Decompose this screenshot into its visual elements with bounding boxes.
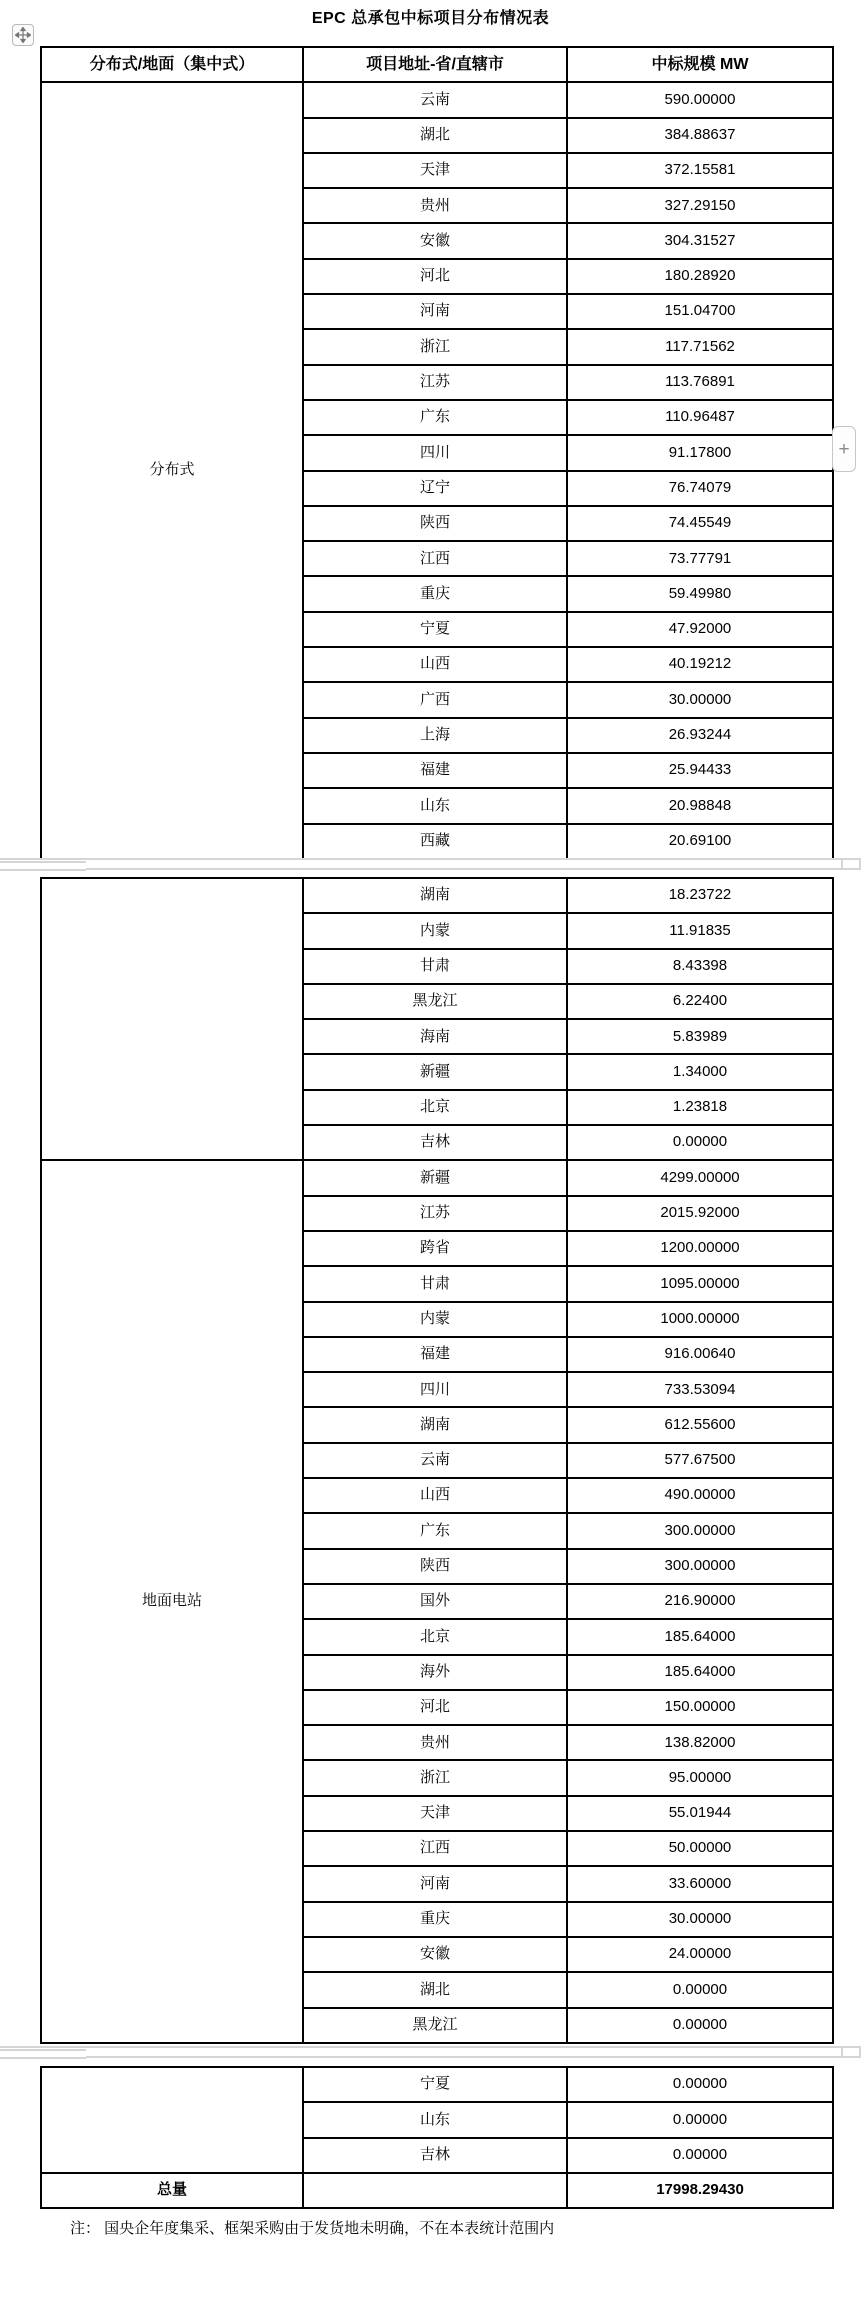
total-empty-cell[interactable] [303, 2173, 567, 2208]
mw-value-cell[interactable]: 490.00000 [567, 1478, 833, 1513]
province-cell[interactable]: 云南 [303, 1443, 567, 1478]
province-cell[interactable]: 广西 [303, 682, 567, 717]
table-row [41, 1160, 833, 1195]
mw-value-cell[interactable]: 4299.00000 [567, 1160, 833, 1195]
mw-value-cell[interactable]: 0.00000 [567, 2102, 833, 2137]
mw-value-cell[interactable]: 59.49980 [567, 576, 833, 611]
province-cell[interactable]: 黑龙江 [303, 2008, 567, 2043]
mw-value-cell[interactable]: 1095.00000 [567, 1266, 833, 1301]
mw-value-cell[interactable]: 110.96487 [567, 400, 833, 435]
mw-value-cell[interactable]: 95.00000 [567, 1760, 833, 1795]
mw-value-cell[interactable]: 0.00000 [567, 2008, 833, 2043]
mw-value-cell[interactable]: 18.23722 [567, 878, 833, 913]
table-row [41, 2067, 833, 2102]
category-cell[interactable]: 地面电站 [41, 1160, 303, 2042]
mw-value-cell[interactable]: 47.92000 [567, 612, 833, 647]
province-cell[interactable]: 江苏 [303, 1196, 567, 1231]
province-cell[interactable]: 陕西 [303, 1549, 567, 1584]
province-cell[interactable]: 北京 [303, 1090, 567, 1125]
mw-value-cell[interactable]: 0.00000 [567, 2067, 833, 2102]
mw-value-cell[interactable]: 25.94433 [567, 753, 833, 788]
page-edge-left-marker [0, 2049, 86, 2059]
province-cell[interactable]: 四川 [303, 1372, 567, 1407]
province-cell[interactable]: 跨省 [303, 1231, 567, 1266]
epc-table-page1 [40, 46, 834, 860]
province-cell[interactable]: 黑龙江 [303, 984, 567, 1019]
mw-value-cell[interactable]: 138.82000 [567, 1725, 833, 1760]
province-cell[interactable]: 吉林 [303, 2138, 567, 2173]
mw-value-cell[interactable]: 185.64000 [567, 1655, 833, 1690]
province-cell[interactable]: 云南 [303, 82, 567, 117]
page-edge-right-marker [841, 858, 861, 870]
province-cell[interactable]: 福建 [303, 1337, 567, 1372]
total-row [41, 2173, 833, 2208]
province-cell[interactable]: 江苏 [303, 365, 567, 400]
mw-value-cell[interactable]: 216.90000 [567, 1584, 833, 1619]
province-cell[interactable]: 天津 [303, 153, 567, 188]
province-cell[interactable]: 贵州 [303, 1725, 567, 1760]
col-header-scale[interactable]: 中标规模 MW [567, 47, 833, 82]
mw-value-cell[interactable]: 916.00640 [567, 1337, 833, 1372]
mw-value-cell[interactable]: 612.55600 [567, 1407, 833, 1442]
mw-value-cell[interactable]: 2015.92000 [567, 1196, 833, 1231]
mw-value-cell[interactable]: 24.00000 [567, 1937, 833, 1972]
province-cell[interactable]: 吉林 [303, 1125, 567, 1160]
epc-table-page3 [40, 2066, 834, 2209]
province-cell[interactable]: 江西 [303, 541, 567, 576]
mw-value-cell[interactable]: 180.28920 [567, 259, 833, 294]
mw-value-cell[interactable]: 73.77791 [567, 541, 833, 576]
mw-value-cell[interactable]: 11.91835 [567, 913, 833, 948]
province-cell[interactable]: 湖北 [303, 1972, 567, 2007]
province-cell[interactable]: 湖南 [303, 878, 567, 913]
epc-table-page2 [40, 877, 834, 2044]
province-cell[interactable]: 山西 [303, 1478, 567, 1513]
province-cell[interactable]: 陕西 [303, 506, 567, 541]
province-cell[interactable]: 国外 [303, 1584, 567, 1619]
mw-value-cell[interactable]: 384.88637 [567, 118, 833, 153]
province-cell[interactable]: 浙江 [303, 329, 567, 364]
mw-value-cell[interactable]: 76.74079 [567, 471, 833, 506]
mw-value-cell[interactable]: 0.00000 [567, 1125, 833, 1160]
mw-value-cell[interactable]: 0.00000 [567, 2138, 833, 2173]
total-value-cell[interactable]: 17998.29430 [567, 2173, 833, 2208]
mw-value-cell[interactable]: 327.29150 [567, 188, 833, 223]
province-cell[interactable]: 江西 [303, 1831, 567, 1866]
province-cell[interactable]: 山西 [303, 647, 567, 682]
province-cell[interactable]: 宁夏 [303, 612, 567, 647]
insert-row-button[interactable]: + [832, 426, 856, 472]
mw-value-cell[interactable]: 74.45549 [567, 506, 833, 541]
mw-value-cell[interactable]: 5.83989 [567, 1019, 833, 1054]
province-cell[interactable]: 内蒙 [303, 1302, 567, 1337]
province-cell[interactable]: 甘肃 [303, 949, 567, 984]
province-cell[interactable]: 内蒙 [303, 913, 567, 948]
table-title[interactable]: EPC 总承包中标项目分布情况表 [311, 10, 550, 27]
mw-value-cell[interactable]: 151.04700 [567, 294, 833, 329]
province-cell[interactable]: 湖北 [303, 118, 567, 153]
mw-value-cell[interactable]: 8.43398 [567, 949, 833, 984]
category-cell[interactable] [41, 878, 303, 1160]
mw-value-cell[interactable]: 1.34000 [567, 1054, 833, 1089]
province-cell[interactable]: 海南 [303, 1019, 567, 1054]
mw-value-cell[interactable]: 50.00000 [567, 1831, 833, 1866]
mw-value-cell[interactable]: 1200.00000 [567, 1231, 833, 1266]
table-note[interactable]: 注： 国央企年度集采、框架采购由于发货地未明确，不在本表统计范围内 [70, 2220, 555, 2237]
mw-value-cell[interactable]: 577.67500 [567, 1443, 833, 1478]
province-cell[interactable]: 安徽 [303, 1937, 567, 1972]
province-cell[interactable]: 宁夏 [303, 2067, 567, 2102]
header-row [41, 47, 833, 82]
province-cell[interactable]: 四川 [303, 435, 567, 470]
province-cell[interactable]: 新疆 [303, 1054, 567, 1089]
page-break-separator [0, 2046, 861, 2058]
mw-value-cell[interactable]: 300.00000 [567, 1549, 833, 1584]
mw-value-cell[interactable]: 300.00000 [567, 1513, 833, 1548]
province-cell[interactable]: 安徽 [303, 223, 567, 258]
mw-value-cell[interactable]: 733.53094 [567, 1372, 833, 1407]
mw-value-cell[interactable]: 30.00000 [567, 682, 833, 717]
mw-value-cell[interactable]: 33.60000 [567, 1866, 833, 1901]
province-cell[interactable]: 河南 [303, 1866, 567, 1901]
province-cell[interactable]: 广东 [303, 400, 567, 435]
table-row [41, 878, 833, 913]
province-cell[interactable]: 甘肃 [303, 1266, 567, 1301]
mw-value-cell[interactable]: 304.31527 [567, 223, 833, 258]
mw-value-cell[interactable]: 1000.00000 [567, 1302, 833, 1337]
province-cell[interactable]: 浙江 [303, 1760, 567, 1795]
province-cell[interactable]: 重庆 [303, 1902, 567, 1937]
mw-value-cell[interactable]: 20.98848 [567, 788, 833, 823]
province-cell[interactable]: 辽宁 [303, 471, 567, 506]
province-cell[interactable]: 上海 [303, 718, 567, 753]
province-cell[interactable]: 山东 [303, 2102, 567, 2137]
mw-value-cell[interactable]: 26.93244 [567, 718, 833, 753]
move-arrows-icon [15, 27, 31, 43]
province-cell[interactable]: 海外 [303, 1655, 567, 1690]
province-cell[interactable]: 河北 [303, 259, 567, 294]
mw-value-cell[interactable]: 20.69100 [567, 824, 833, 859]
mw-value-cell[interactable]: 590.00000 [567, 82, 833, 117]
mw-value-cell[interactable]: 117.71562 [567, 329, 833, 364]
page-edge-right-marker [841, 2046, 861, 2058]
mw-value-cell[interactable]: 185.64000 [567, 1619, 833, 1654]
province-cell[interactable]: 新疆 [303, 1160, 567, 1195]
mw-value-cell[interactable]: 91.17800 [567, 435, 833, 470]
category-cell[interactable]: 分布式 [41, 82, 303, 859]
mw-value-cell[interactable]: 40.19212 [567, 647, 833, 682]
province-cell[interactable]: 广东 [303, 1513, 567, 1548]
mw-value-cell[interactable]: 6.22400 [567, 984, 833, 1019]
province-cell[interactable]: 山东 [303, 788, 567, 823]
province-cell[interactable]: 河北 [303, 1690, 567, 1725]
mw-value-cell[interactable]: 30.00000 [567, 1902, 833, 1937]
page-break-separator [0, 858, 861, 870]
province-cell[interactable]: 河南 [303, 294, 567, 329]
col-header-category[interactable]: 分布式/地面（集中式） [41, 47, 303, 82]
province-cell[interactable]: 贵州 [303, 188, 567, 223]
province-cell[interactable]: 福建 [303, 753, 567, 788]
total-label-cell[interactable]: 总量 [41, 2173, 303, 2208]
page-edge-left-marker [0, 861, 86, 871]
mw-value-cell[interactable]: 150.00000 [567, 1690, 833, 1725]
col-header-province[interactable]: 项目地址-省/直辖市 [303, 47, 567, 82]
mw-value-cell[interactable]: 1.23818 [567, 1090, 833, 1125]
mw-value-cell[interactable]: 113.76891 [567, 365, 833, 400]
table-row [41, 82, 833, 117]
province-cell[interactable]: 重庆 [303, 576, 567, 611]
mw-value-cell[interactable]: 372.15581 [567, 153, 833, 188]
mw-value-cell[interactable]: 0.00000 [567, 1972, 833, 2007]
category-cell[interactable] [41, 2067, 303, 2173]
province-cell[interactable]: 天津 [303, 1796, 567, 1831]
mw-value-cell[interactable]: 55.01944 [567, 1796, 833, 1831]
province-cell[interactable]: 西藏 [303, 824, 567, 859]
province-cell[interactable]: 北京 [303, 1619, 567, 1654]
province-cell[interactable]: 湖南 [303, 1407, 567, 1442]
